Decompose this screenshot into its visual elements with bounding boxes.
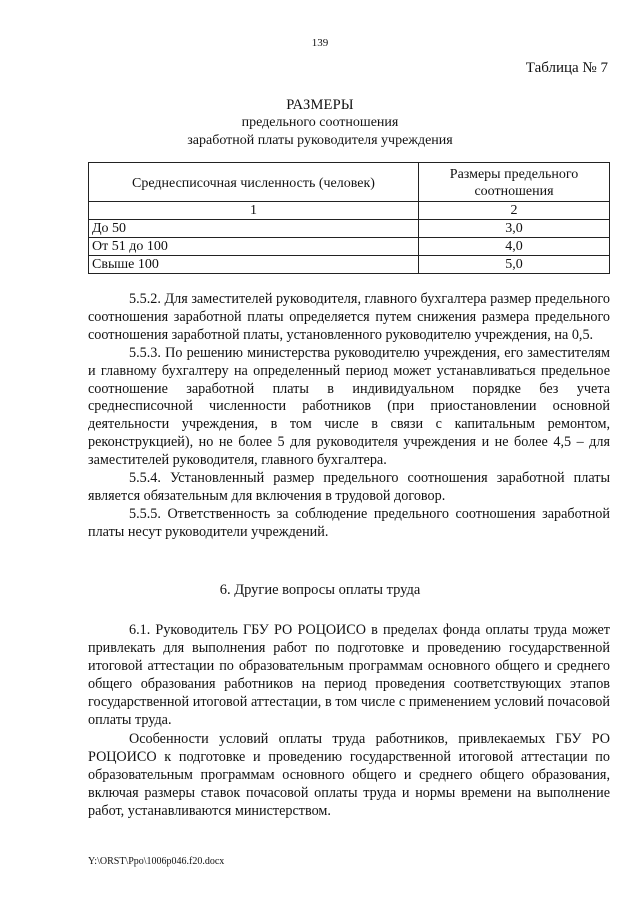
headcount-cell: Свыше 100: [89, 256, 419, 274]
heading-line-1: РАЗМЕРЫ: [286, 97, 354, 113]
ratio-table: [88, 162, 610, 274]
paragraph-6-1: 6.1. Руководитель ГБУ РО РОЦОИСО в пределах фонда оплаты труда может привлекать для выполнения работ по подготовке и проведению государственной итоговой аттестации по образовательным программам основного общего и среднего общего образования работников на период проведения соответствующих этапов государственной итоговой аттестации, в том числе с применением условий почасовой оплаты труда.: [88, 622, 610, 729]
headcount-cell: До 50: [89, 220, 419, 238]
column-header-headcount: Среднесписочная численность (человек): [89, 163, 419, 202]
table-row: [89, 256, 610, 274]
table-header-row: [89, 163, 610, 202]
table-row: [89, 238, 610, 256]
ratio-cell: 5,0: [419, 256, 610, 274]
paragraph-5-5-4: 5.5.4. Установленный размер предельного соотношения заработной платы является обязательным для включения в трудовой договор.: [88, 470, 610, 504]
paragraph-5-5-3: 5.5.3. По решению министерства руководителю учреждения, его заместителям и главному бухгалтеру на определенный период может устанавливаться предельное соотношение заработной платы в индивидуальном порядке без учета среднесписочной численности работников (при приостановлении основной деятельности учреждения, в том числе в связи с капитальным ремонтом, реконструкцией), но не более 5 для руководителя учреждения и не более 4,5 – для заместителей руководителя, главного бухгалтера.: [88, 344, 610, 469]
section-6-text: [88, 621, 610, 820]
headcount-cell: От 51 до 100: [89, 238, 419, 256]
ratio-cell: 4,0: [419, 238, 610, 256]
section-5-5-text: [88, 291, 610, 542]
ratio-cell: 3,0: [419, 220, 610, 238]
paragraph-5-5-2: 5.5.2. Для заместителей руководителя, главного бухгалтера размер предельного соотношения заработной платы определяется путем снижения размера предельного соотношения заработной платы, установленного руководителю учреждения, на 0,5.: [88, 291, 610, 343]
paragraph-6-1-features: Особенности условий оплаты труда работников, привлекаемых ГБУ РО РОЦОИСО к подготовке и проведению государственной итоговой аттестации по образовательным программам основного общего и среднего общего образования, включая размеры ставок почасовой оплаты труда и нормы времени на выполнение работ, устанавливаются министерством.: [88, 730, 610, 819]
table-number-row: [89, 202, 610, 220]
column-header-ratio: Размеры предельного соотношения: [419, 163, 610, 202]
table-label: Таблица № 7: [525, 60, 608, 76]
heading-line-3: заработной платы руководителя учреждения: [187, 133, 453, 148]
column-number: 1: [89, 202, 419, 220]
table-row: [89, 220, 610, 238]
page-number: 139: [311, 37, 329, 49]
file-path-footer: Y:\ORST\Ppo\1006p046.f20.docx: [88, 856, 225, 867]
section-6-title: 6. Другие вопросы оплаты труда: [219, 582, 421, 598]
paragraph-5-5-5: 5.5.5. Ответственность за соблюдение предельного соотношения заработной платы несут руководители учреждений.: [88, 505, 610, 540]
heading-line-2: предельного соотношения: [241, 115, 399, 130]
column-number: 2: [419, 202, 610, 220]
table-heading: [0, 96, 640, 150]
